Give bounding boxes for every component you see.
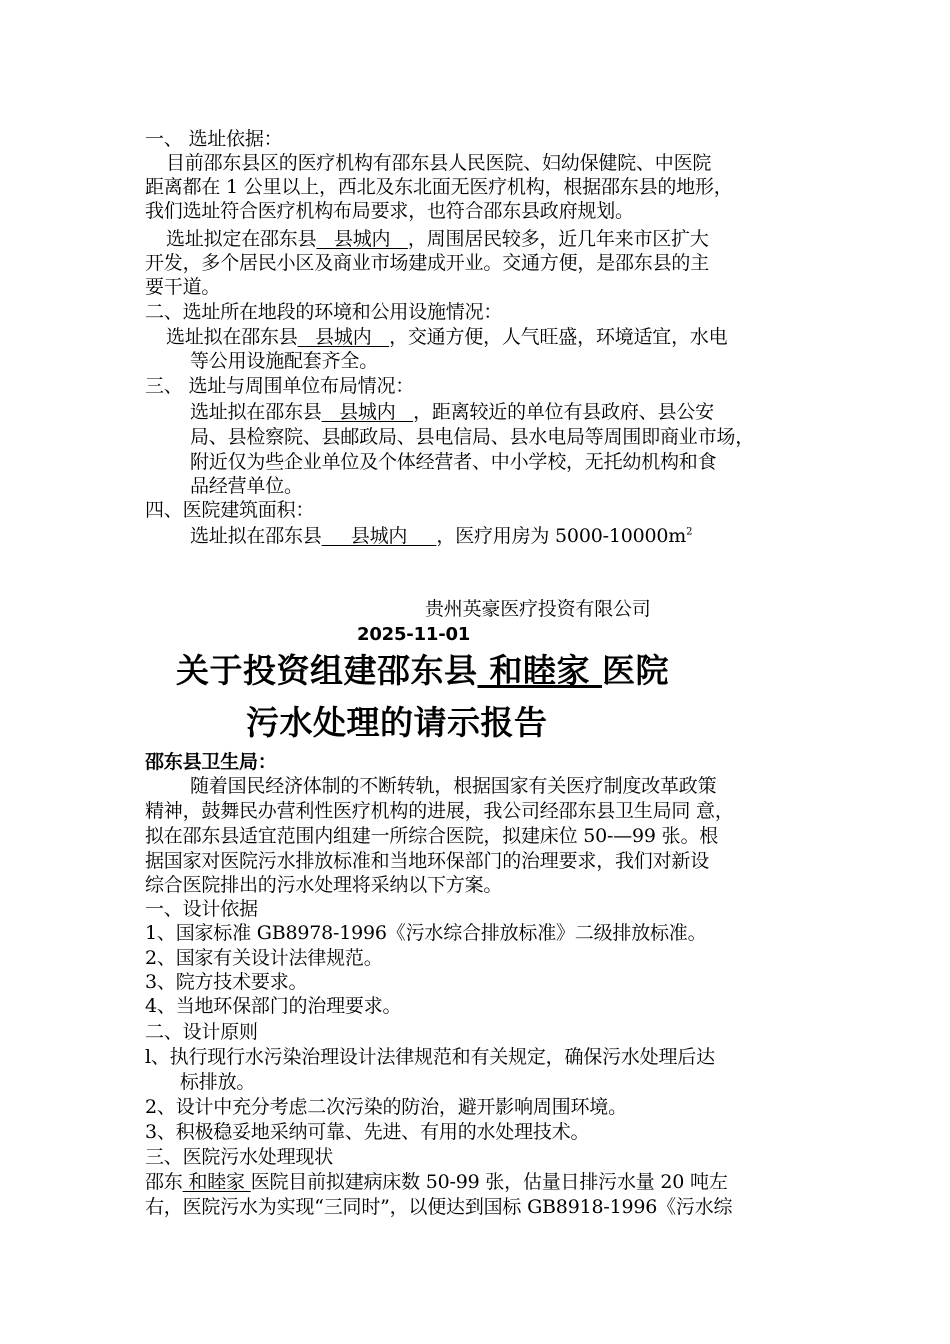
text: 选址拟定在邵东县 (166, 228, 317, 250)
intro-line-1: 随着国民经济体制的不断转轨，根据国家有关医疗制度改革政策 (190, 775, 717, 797)
basis-item-1: 1、国家标准 GB8978-1996《污水综合排放标准》二级排放标准。 (145, 922, 707, 944)
basis-item-4: 4、当地环保部门的治理要求。 (145, 995, 402, 1017)
intro-line-5: 综合医院排出的污水处理将采纳以下方案。 (145, 874, 503, 896)
company-name: 贵州英豪医疗投资有限公司 (425, 598, 651, 620)
section-4-heading: 四、医院建筑面积： (145, 499, 315, 521)
section-2-line-2: 等公用设施配套齐全。 (190, 350, 379, 372)
text: 选址拟在邵东县 (190, 401, 322, 423)
paragraph-1-line-1: 目前邵东县区的医疗机构有邵东县人民医院、妇幼保健院、中医院 (166, 152, 712, 174)
principle-item-1: l、执行现行水污染治理设计法律规范和有关规定，确保污水处理后达 (145, 1046, 715, 1068)
principle-item-2: 2、设计中充分考虑二次污染的防治，避开影响周围环境。 (145, 1096, 627, 1118)
hospital-name-blank: 和睦家 (182, 1171, 251, 1193)
text: 邵东 (145, 1171, 183, 1193)
status-heading: 三、医院污水处理现状 (145, 1146, 334, 1168)
text: ，周围居民较多，近几年来市区扩大 (407, 228, 709, 250)
paragraph-1-line-2: 距离都在 1 公里以上，西北及东北面无医疗机构，根据邵东县的地形， (145, 176, 733, 198)
section-2-heading: 二、选址所在地段的环境和公用设施情况： (145, 301, 503, 323)
text: 关于投资组建邵东县 (176, 651, 478, 690)
section-3-heading: 三、 选址与周围单位布局情况： (145, 375, 415, 397)
location-blank: 县城内 (297, 326, 390, 348)
paragraph-2-line-3: 要干道。 (145, 276, 221, 298)
basis-item-2: 2、国家有关设计法律规范。 (145, 947, 383, 969)
basis-item-3: 3、院方技术要求。 (145, 971, 308, 993)
superscript: 2 (686, 526, 693, 538)
text: 医院目前拟建病床数 50-99 张，估量日排污水量 20 吨左 (250, 1171, 728, 1193)
status-line-1 (145, 1170, 728, 1194)
text: ，交通方便，人气旺盛，环境适宜，水电 (389, 326, 728, 348)
report-title-line-1 (176, 651, 669, 691)
intro-line-2: 精神，鼓舞民办营利性医疗机构的进展，我公司经邵东县卫生局同 意， (145, 800, 734, 822)
location-blank: 县城内 (316, 228, 408, 250)
principle-heading: 二、设计原则 (145, 1021, 258, 1043)
basis-heading: 一、设计依据 (145, 898, 258, 920)
section-1-heading: 一、 选址依据： (145, 128, 283, 150)
report-title-line-2: 污水处理的请示报告 (246, 703, 548, 742)
addressee: 邵东县卫生局： (145, 751, 277, 773)
principle-item-1-cont: 标排放。 (180, 1071, 256, 1093)
principle-item-3: 3、积极稳妥地采纳可靠、先进、有用的水处理技术。 (145, 1121, 590, 1143)
section-3-line-1 (190, 400, 714, 424)
text: 医院 (601, 651, 669, 690)
status-line-2: 右，医院污水为实现“三同时”，以便达到国标 GB8918-1996《污水综 (145, 1196, 733, 1218)
section-4-line-1 (190, 524, 692, 548)
paragraph-2-line-1 (166, 227, 709, 251)
location-blank: 县城内 (321, 525, 437, 547)
date: 2025-11-01 (357, 624, 471, 645)
hospital-name-blank: 和睦家 (477, 651, 602, 690)
paragraph-2-line-2: 开发，多个居民小区及商业市场建成开业。交通方便，是邵东县的主 (145, 252, 710, 274)
location-blank: 县城内 (321, 401, 414, 423)
section-3-line-3: 附近仅为些企业单位及个体经营者、中小学校，无托幼机构和食 (190, 451, 717, 473)
intro-line-4: 据国家对医院污水排放标准和当地环保部门的治理要求，我们对新设 (145, 850, 710, 872)
section-2-line-1 (166, 325, 727, 349)
text: 选址拟在邵东县 (166, 326, 298, 348)
text: ，距离较近的单位有县政府、县公安 (413, 401, 714, 423)
text: 选址拟在邵东县 (190, 525, 322, 547)
intro-line-3: 拟在邵东县适宜范围内组建一所综合医院，拟建床位 50-—99 张。根 (145, 825, 719, 847)
section-3-line-4: 品经营单位。 (190, 475, 303, 497)
paragraph-1-line-3: 我们选址符合医疗机构布局要求，也符合邵东县政府规划。 (145, 200, 634, 222)
text: ，医疗用房为 5000-10000m (436, 525, 687, 547)
section-3-line-2: 局、县检察院、县邮政局、县电信局、县水电局等周围即商业市场， (190, 426, 755, 448)
